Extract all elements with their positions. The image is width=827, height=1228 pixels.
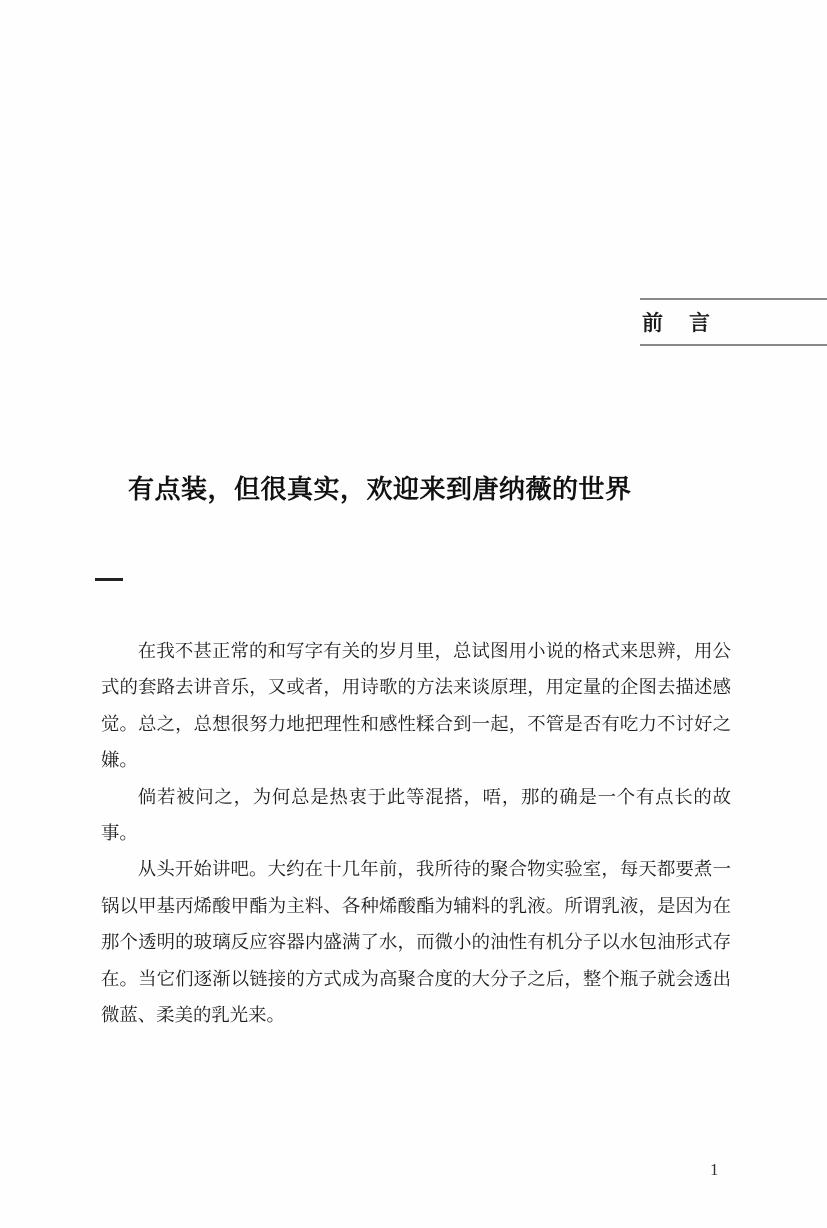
page-number: 1 (710, 1160, 719, 1179)
section-label: 前言 (642, 311, 736, 335)
body-text (101, 634, 731, 1034)
chapter-title: 有点装，但很真实，欢迎来到唐纳薇的世界 (128, 475, 632, 505)
section-header-tab (640, 298, 827, 346)
paragraph: 在我不甚正常的和写字有关的岁月里，总试图用小说的格式来思辨，用公式的套路去讲音乐，又或者，用诗歌的方法来谈原理，用定量的企图去描述感觉。总之，总想很努力地把理性和感性糅合到一起，不管是否有吃力不讨好之嫌。 (101, 641, 731, 772)
paragraph: 从头开始讲吧。大约在十几年前，我所待的聚合物实验室，每天都要煮一锅以甲基丙烯酸甲酯为主料、各种烯酸酯为辅料的乳液。所谓乳液，是因为在那个透明的玻璃反应容器内盛满了水，而微小的油性有机分子以水包油形式存在。当它们逐渐以链接的方式成为高聚合度的大分子之后，整个瓶子就会透出微蓝、柔美的乳光来。 (101, 859, 731, 1027)
paragraph: 倘若被问之，为何总是热衷于此等混搭，唔，那的确是一个有点长的故事。 (101, 786, 731, 845)
section-number-marker (95, 578, 123, 581)
